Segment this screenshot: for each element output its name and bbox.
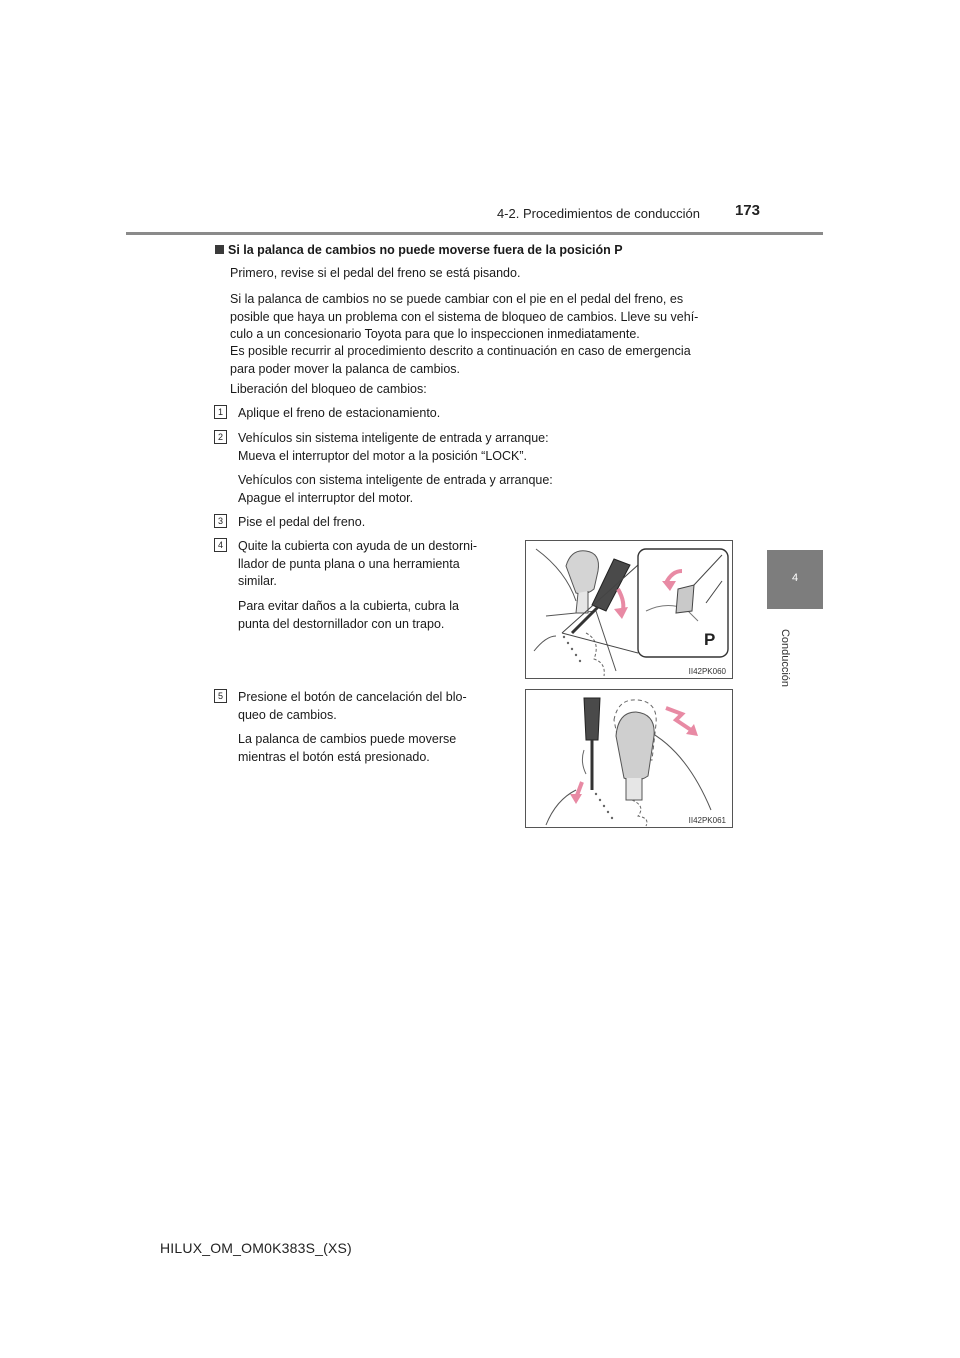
step-4-text-b: [238, 598, 504, 633]
step-5-text-b: [238, 731, 504, 766]
step-4-text-a: [238, 538, 504, 591]
step-2-text-a: [238, 430, 549, 465]
text-line: para poder mover la palanca de cambios.: [230, 361, 460, 376]
step-badge-4: 4: [214, 538, 227, 552]
paragraph-shift-lock-problem: [230, 291, 744, 344]
text-line: Mueva el interruptor del motor a la posición “LOCK”.: [238, 448, 528, 463]
square-bullet-icon: [215, 245, 224, 254]
step-3-text: Pise el pedal del freno.: [238, 515, 366, 529]
step-badge-2: 2: [214, 430, 227, 444]
text-line: Si la palanca de cambios no se puede cambiar con el pie en el pedal del freno, es: [230, 292, 684, 306]
text-line: punta del destornillador con un trapo.: [238, 616, 445, 631]
figure-code: II42PK061: [688, 816, 726, 825]
step-5-text-a: [238, 689, 504, 724]
figure-shift-lock-release: [525, 689, 733, 828]
text-line: Vehículos con sistema inteligente de entrada y arranque:: [238, 473, 553, 487]
text-line: posible que haya un problema con el sistema de bloqueo de cambios. Lleve su vehí-: [230, 309, 699, 324]
text-line: Apague el interruptor del motor.: [238, 490, 414, 505]
shift-lever-screwdriver-illustration: [526, 541, 732, 678]
text-line: Para evitar daños a la cubierta, cubra la: [238, 599, 459, 613]
section-title: 4-2. Procedimientos de conducción: [496, 206, 700, 221]
text-line: queo de cambios.: [238, 707, 337, 722]
figure-shift-cover-removal: [525, 540, 733, 679]
document-footer-code: HILUX_OM_OM0K383S_(XS): [160, 1240, 352, 1256]
text-line: Presione el botón de cancelación del blo-: [238, 690, 467, 704]
paragraph-emergency: [230, 343, 744, 378]
shift-lock-release-illustration: [526, 690, 732, 827]
step-2-text-b: [238, 472, 553, 507]
paragraph-release-title: Liberación del bloqueo de cambios:: [230, 382, 427, 396]
figure-code: II42PK060: [688, 667, 726, 676]
page-number: 173: [734, 202, 760, 219]
chapter-label: Conducción: [779, 628, 791, 688]
step-badge-1: 1: [214, 405, 227, 419]
step-badge-5: 5: [214, 689, 227, 703]
step-badge-3: 3: [214, 514, 227, 528]
section-heading: [215, 243, 623, 257]
text-line: Vehículos sin sistema inteligente de entrada y arranque:: [238, 431, 549, 445]
inset-p-label: P: [704, 630, 716, 649]
text-line: mientras el botón está presionado.: [238, 749, 430, 764]
text-line: Quite la cubierta con ayuda de un destorni-: [238, 539, 478, 553]
text-line: llador de punta plana o una herramienta: [238, 556, 460, 571]
text-line: La palanca de cambios puede moverse: [238, 732, 457, 746]
heading-text: Si la palanca de cambios no puede moverse fuera de la posición P: [228, 243, 623, 257]
text-line: similar.: [238, 574, 277, 588]
chapter-number: 4: [791, 572, 799, 584]
step-1-text: Aplique el freno de estacionamiento.: [238, 406, 441, 420]
paragraph-brake-check: Primero, revise si el pedal del freno se está pisando.: [230, 266, 521, 280]
header-rule: [126, 232, 823, 235]
text-line: culo a un concesionario Toyota para que lo inspeccionen inmediatamente.: [230, 327, 640, 341]
text-line: Es posible recurrir al procedimiento descrito a continuación en caso de emergencia: [230, 344, 691, 358]
